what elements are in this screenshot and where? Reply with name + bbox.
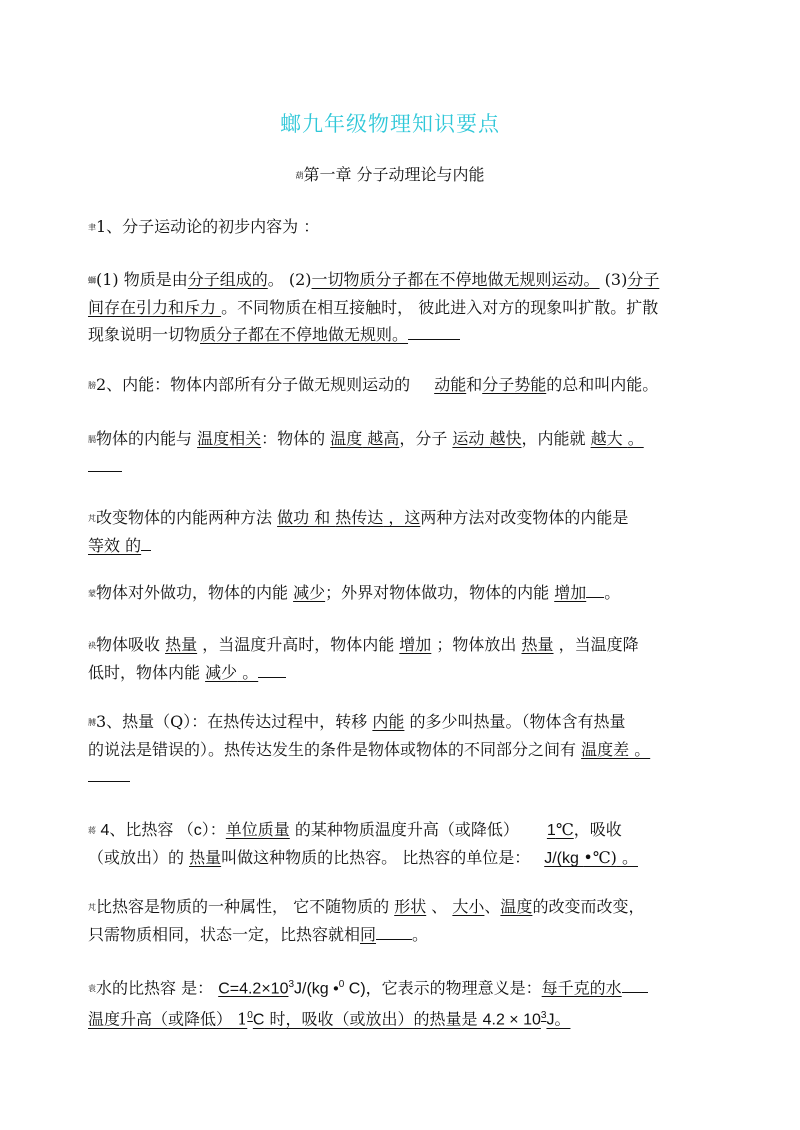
answer: C=4.2×10: [218, 980, 289, 998]
text: (3): [599, 270, 628, 289]
text-line: [88, 266, 718, 294]
answer: 的: [120, 536, 142, 555]
superscript: 0: [338, 979, 345, 990]
text: ，分子: [399, 429, 453, 448]
stray-mark: 芃: [88, 514, 95, 523]
answer: 温度: [500, 897, 533, 916]
text: 比热容是物质的一种属性， 它不随物质的: [96, 897, 395, 916]
text-line: [88, 659, 718, 686]
text: 。: [604, 583, 621, 602]
answer: 内能: [372, 712, 405, 731]
text: 物体对外做功，物体的内能: [96, 583, 294, 602]
page-title: 螂九年级物理知识要点: [280, 112, 500, 136]
blank-line: [376, 925, 412, 940]
chapter-title: 第一章 分子动理论与内能: [303, 165, 485, 184]
text: 。不同物质在相互接触时，: [221, 298, 414, 317]
text-line: [88, 504, 718, 532]
paragraph-work: [88, 579, 718, 607]
answer: 等效: [88, 536, 121, 555]
text: ：物体的: [261, 429, 331, 448]
answer: 。: [629, 740, 651, 759]
answer: 减少: [205, 663, 238, 682]
text: 现象说明一切物: [88, 325, 201, 344]
text: 彼此进入对方的现象叫扩散。扩散: [413, 298, 659, 317]
answer: 温度: [330, 429, 363, 448]
text: 物体吸收: [96, 635, 166, 654]
answer: 增加: [554, 583, 587, 602]
answer: 温度相关: [197, 429, 262, 448]
text: ；外界对物体做功，物体的内能: [325, 583, 555, 602]
answer: 做功: [277, 508, 310, 527]
answer: 热量: [189, 848, 222, 867]
answer: 分子组成的: [187, 270, 268, 289]
answer: 分子: [627, 270, 660, 289]
text: 只需物质相同，状态一定，比热容就相: [88, 925, 361, 944]
text: 3、热量（Q）：在热传达过程中，转移: [96, 712, 373, 731]
answer: J。: [546, 1011, 571, 1029]
answer: 。: [627, 429, 644, 448]
answer: 温度升高（或降低） 1: [88, 1009, 248, 1029]
blank-line: [88, 457, 122, 472]
blank-line: [408, 325, 460, 340]
answer: 大小: [452, 897, 485, 916]
answer: 同: [360, 925, 377, 944]
answer: 越快: [484, 429, 522, 448]
paragraph-specific-heat: [88, 816, 718, 872]
answer: 间存在引力和斥力: [88, 298, 222, 317]
answer: 。: [616, 848, 638, 867]
text: 两种方法对改变物体的内能是: [420, 508, 629, 527]
text: ，当温度降: [553, 635, 639, 654]
text: 低时，物体内能: [88, 663, 206, 682]
answer: 时，吸收（或放出）的热量是: [264, 1009, 483, 1029]
text-line: [88, 532, 718, 559]
answer: 每千克的水: [541, 978, 622, 998]
answer: 温度差: [581, 740, 630, 759]
text: 。: [412, 925, 429, 944]
text: ，它表示的物理意义是：: [365, 978, 542, 998]
stray-mark: 膈: [88, 435, 95, 444]
text: 的某种物质温度升高（或降低）: [289, 820, 519, 839]
paragraph-heat-absorption: [88, 631, 718, 686]
answer: 1: [546, 822, 556, 839]
chapter-heading: [0, 162, 780, 185]
text: C): [344, 980, 366, 998]
answer: 质分子都在不停地做无规则。: [200, 325, 409, 344]
text: 的改变而改变，: [532, 897, 645, 916]
paragraph-temperature: [88, 425, 718, 480]
stray-mark: 螄: [88, 276, 95, 285]
answer: 4.2 × 10: [482, 1011, 541, 1029]
stray-mark: 膊: [88, 718, 95, 727]
stray-mark: 袁: [88, 984, 95, 994]
blank-line: [88, 767, 130, 782]
blank-line: [141, 536, 151, 551]
text: 4、比热容 （c）：: [96, 822, 226, 839]
text-line: [88, 294, 718, 321]
stray-mark: 蒙: [88, 589, 95, 598]
text: ，内能就: [521, 429, 591, 448]
text-line: [88, 453, 718, 480]
text-line: [88, 736, 718, 763]
stray-mark: 葫: [295, 171, 303, 180]
paragraph-molecular-theory: [88, 266, 718, 348]
answer: 热传达: [335, 508, 384, 527]
text: 物体的内能与: [96, 429, 198, 448]
text-line: [88, 425, 718, 453]
blank-line: [586, 583, 604, 598]
text: 、: [484, 897, 501, 916]
answer: 增加: [399, 635, 432, 654]
text-line: [88, 816, 718, 844]
answer: 单位质量: [225, 820, 290, 839]
text: (1) 物质是由: [96, 270, 188, 289]
answer: C: [252, 1011, 265, 1029]
answer: 热量: [521, 635, 554, 654]
answer: 运动: [452, 429, 485, 448]
superscript: 0: [247, 1010, 253, 1022]
text: ，当温度升高时，物体内能: [197, 635, 400, 654]
text: 叫做这种物质的比热容。 比热容的单位是：: [221, 848, 531, 867]
text-line: [88, 321, 718, 348]
text: J/(kg •: [294, 980, 339, 998]
answer: 热量: [165, 635, 198, 654]
text: （或放出）的: [88, 848, 190, 867]
answer: 形状: [394, 897, 427, 916]
stray-mark: 膀: [88, 381, 95, 390]
stray-mark: 聿: [88, 223, 95, 232]
text: 的总和叫内能。: [546, 375, 659, 394]
answer: 动能: [434, 375, 467, 394]
section-1-heading: [88, 213, 718, 241]
text-line: [88, 708, 718, 736]
paragraph-water-specific-heat: [88, 971, 718, 1034]
paragraph-heat: [88, 708, 718, 790]
answer: 和: [309, 508, 336, 527]
text: ，吸收: [573, 820, 622, 839]
answer: 分子势能: [482, 375, 547, 394]
stray-mark: 蒋: [88, 826, 95, 835]
superscript: 3: [540, 1010, 547, 1022]
text-line: [88, 921, 718, 948]
stray-mark: 芃: [88, 903, 95, 912]
paragraph-property: [88, 893, 718, 948]
text-line: [88, 893, 718, 921]
text-line: [88, 971, 718, 1002]
text: 2、内能：物体内部所有分子做无规则运动的: [96, 375, 411, 394]
superscript: 3: [288, 979, 295, 990]
answer: 减少: [293, 583, 326, 602]
text-line: [88, 1002, 718, 1033]
answer: 一切物质分子都在不停地做无规则运动。: [311, 270, 600, 289]
section-text: 1、分子运动论的初步内容为 ：: [96, 217, 320, 236]
answer: J/(kg: [544, 850, 584, 867]
answer: 越高: [362, 429, 400, 448]
answer: ℃: [555, 820, 574, 839]
text: 。 (2): [267, 270, 312, 289]
paragraph-internal-energy: [88, 371, 718, 399]
text: ；物体放出: [431, 635, 522, 654]
answer: 。: [237, 663, 259, 682]
text: 、: [426, 897, 453, 916]
blank-line: [622, 978, 648, 993]
text-line: [88, 844, 718, 872]
stray-mark: 袂: [88, 641, 95, 650]
text: 和: [466, 375, 483, 394]
text-line: [88, 763, 718, 790]
text: 的多少叫热量。（物体含有热量: [404, 712, 626, 731]
answer: ，这: [383, 508, 421, 527]
text-line: [88, 631, 718, 659]
text: 的说法是错误的）。热传达发生的条件是物体或物体的不同部分之间有: [88, 740, 582, 759]
blank-line: [258, 663, 286, 678]
answer: 越大: [590, 429, 628, 448]
paragraph-change-methods: [88, 504, 718, 559]
text: 水的比热容 是：: [96, 978, 219, 998]
answer: •℃): [583, 848, 617, 867]
text: 改变物体的内能两种方法: [96, 508, 278, 527]
